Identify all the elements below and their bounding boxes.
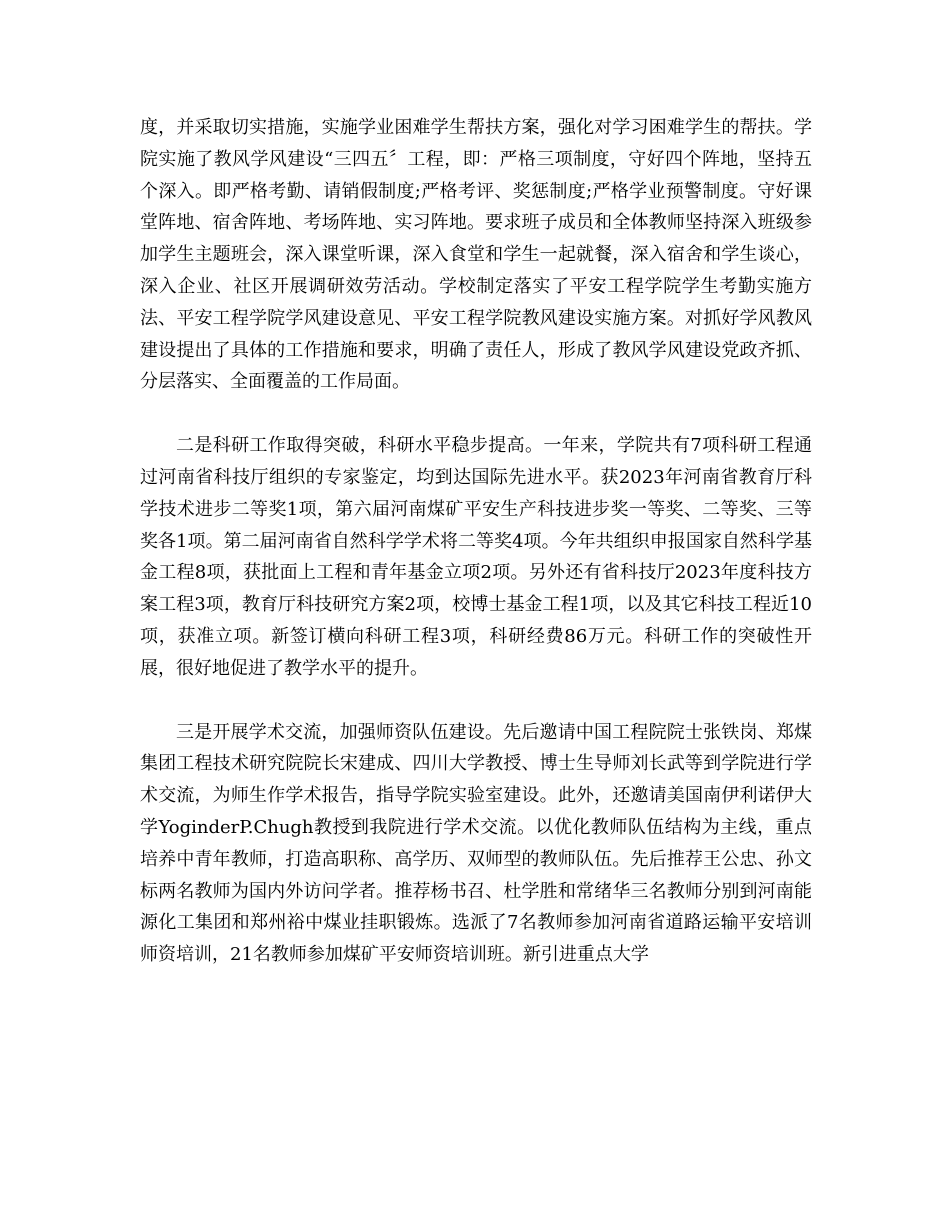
document-body: [140, 112, 812, 971]
paragraph-spacer: [140, 685, 812, 717]
paragraph-1: 度，并采取切实措施，实施学业困难学生帮扶方案，强化对学习困难学生的帮扶。学院实施了教风学风建设“三四五〞工程，即：严格三项制度，守好四个阵地，坚持五个深入。即严格考勤、请销假制度;严格考评、奖惩制度;严格学业预警制度。守好课堂阵地、宿舍阵地、考场阵地、实习阵地。要求班子成员和全体教师坚持深入班级参加学生主题班会，深入课堂听课，深入食堂和学生一起就餐，深入宿舍和学生谈心，深入企业、社区开展调研效劳活动。学校制定落实了平安工程学院学生考勤实施方法、平安工程学院学风建设意见、平安工程学院教风建设实施方案。对抓好学风教风建设提出了具体的工作措施和要求，明确了责任人，形成了教风学风建设党政齐抓、分层落实、全面覆盖的工作局面。: [140, 117, 812, 393]
paragraph-3: 三是开展学术交流，加强师资队伍建设。先后邀请中国工程院院士张铁岗、郑煤集团工程技术研究院院长宋建成、四川大学教授、博士生导师刘长武等到学院进行学术交流，为师生作学术报告，指导学院实验室建设。此外，还邀请美国南伊利诺伊大学YoginderP.Chugh教授到我院进行学术交流。以优化教师队伍结构为主线，重点培养中青年教师，打造高职称、高学历、双师型的教师队伍。先后推荐王公忠、孙文标两名教师为国内外访问学者。推荐杨书召、杜学胜和常绪华三名教师分别到河南能源化工集团和郑州裕中煤业挂职锻炼。选派了7名教师参加河南省道路运输平安培训师资培训，21名教师参加煤矿平安师资培训班。新引进重点大学: [140, 721, 812, 966]
paragraph-2: 二是科研工作取得突破，科研水平稳步提高。一年来，学院共有7项科研工程通过河南省科技厅组织的专家鉴定，均到达国际先进水平。获2023年河南省教育厅科学技术进步二等奖1项，第六届河南煤矿平安生产科技进步奖一等奖、二等奖、三等奖各1项。第二届河南省自然科学学术将二等奖4项。今年共组织申报国家自然科学基金工程8项，获批面上工程和青年基金立项2项。另外还有省科技厅2023年度科技方案工程3项，教育厅科技研究方案2项，校博士基金工程1项，以及其它科技工程近10项，获准立项。新签订横向科研工程3项，科研经费86万元。科研工作的突破性开展，很好地促进了教学水平的提升。: [140, 435, 812, 679]
paragraph-spacer: [140, 398, 812, 430]
